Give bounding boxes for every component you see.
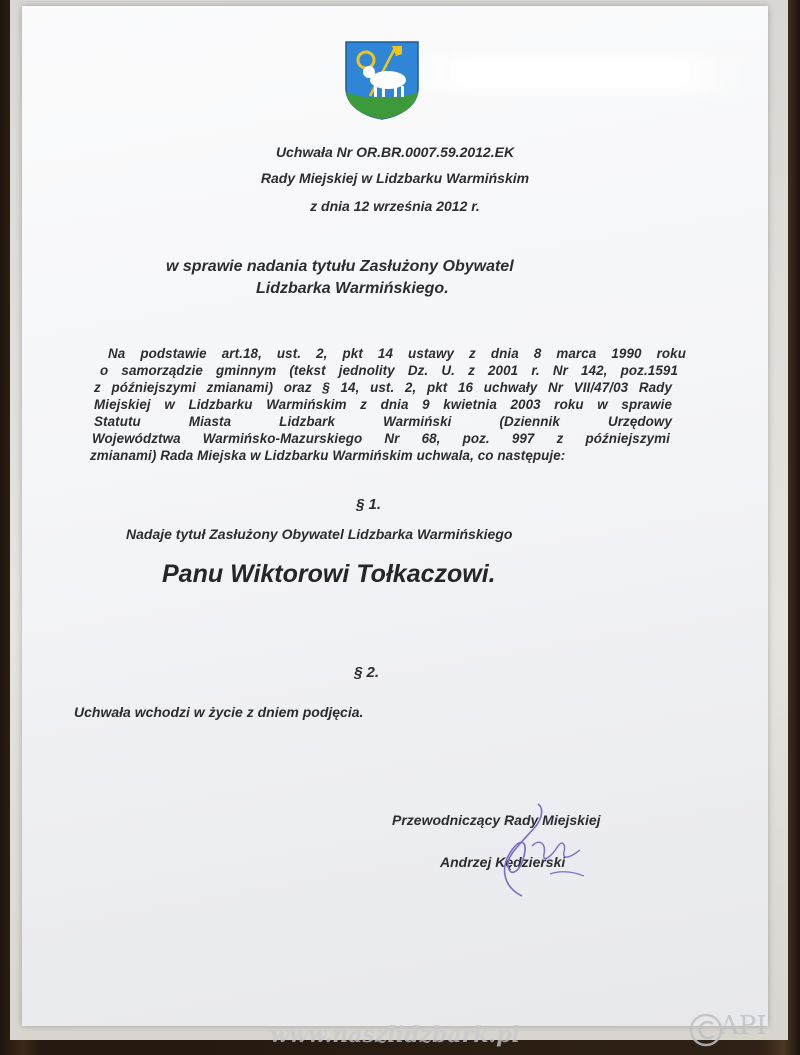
preamble-line-4: Miejskiej w Lidzbarku Warmińskim z dnia 9 kwietnia 2003 roku w sprawie	[94, 397, 672, 412]
section-2-text: Uchwała wchodzi w życie z dniem podjęcia.	[74, 704, 364, 720]
document-page	[22, 6, 768, 1026]
section-1-heading: § 1.	[356, 496, 382, 513]
subject-line-2: Lidzbarka Warmińskiego.	[256, 280, 449, 297]
handwritten-signature	[462, 786, 602, 906]
signatory-name: Andrzej Kędzierski	[440, 854, 566, 870]
coat-of-arms-icon	[344, 40, 420, 120]
preamble-line-6: Województwa Warmińsko-Mazurskiego Nr 68, poz. 997 z późniejszymi	[92, 431, 670, 446]
preamble-line-1: Na podstawie art.18, ust. 2, pkt 14 ustawy z dnia 8 marca 1990 roku	[108, 346, 686, 361]
glass-glare	[362, 54, 752, 94]
council-name: Rady Miejskiej w Lidzbarku Warmińskim	[260, 170, 530, 186]
preamble-line-3: z późniejszymi zmianami) oraz § 14, ust. 2, pkt 16 uchwały Nr VII/47/03 Rady	[94, 380, 672, 395]
subject-line-1: w sprawie nadania tytułu Zasłużony Obywatel	[166, 258, 514, 275]
preamble-line-5: Statutu Miasta Lidzbark Warmiński (Dziennik Urzędowy	[94, 414, 672, 429]
section-1-text: Nadaje tytuł Zasłużony Obywatel Lidzbarka Warmińskiego	[126, 526, 513, 542]
preamble-line-2: o samorządzie gminnym (tekst jednolity Dz. U. z 2001 r. Nr 142, poz.1591	[100, 363, 678, 378]
section-2-heading: § 2.	[354, 664, 380, 681]
resolution-number: Uchwała Nr OR.BR.0007.59.2012.EK	[275, 144, 515, 160]
recipient-name: Panu Wiktorowi Tołkaczowi.	[162, 560, 496, 588]
preamble-line-7: zmianami) Rada Miejska w Lidzbarku Warmińskim uchwala, co następuje:	[90, 448, 566, 463]
agency-watermark: API	[720, 1011, 767, 1041]
site-watermark: www.naszlidzbark.pl	[270, 1022, 520, 1048]
signatory-title: Przewodniczący Rady Miejskiej	[392, 812, 601, 828]
resolution-date: z dnia 12 września 2012 r.	[310, 198, 480, 214]
